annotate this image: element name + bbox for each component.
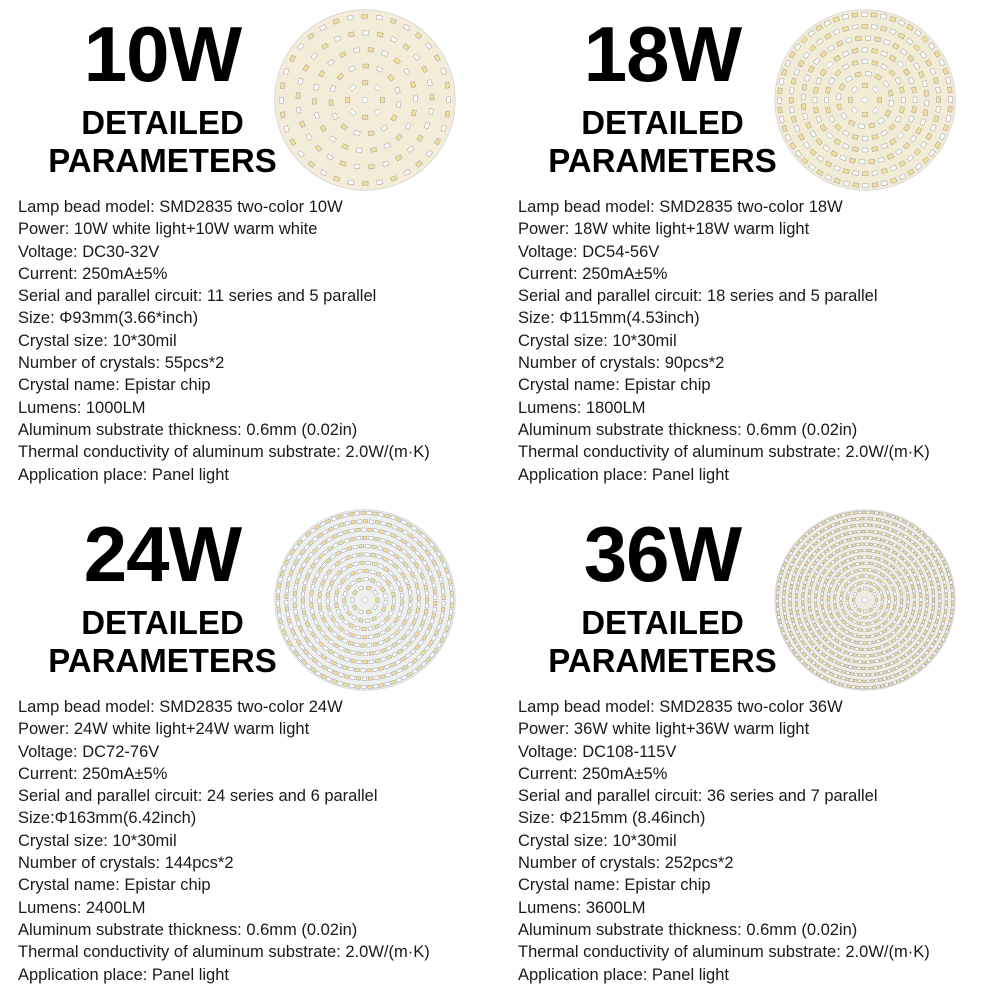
detailed-parameters-heading (544, 604, 781, 680)
wattage-title: 18W (583, 10, 742, 98)
param-power: Power: 36W white light+36W warm light (518, 720, 810, 739)
param-crystal-count: Number of crystals: 55pcs*2 (18, 354, 225, 373)
param-thermal-conductivity: Thermal conductivity of aluminum substrate: 2.0W/(m·K) (18, 943, 430, 962)
parameter-list (18, 696, 498, 986)
param-crystal-size: Crystal size: 10*30mil (18, 831, 177, 850)
param-circuit: Serial and parallel circuit: 36 series and 7 parallel (518, 787, 878, 806)
param-crystal-count: Number of crystals: 144pcs*2 (18, 854, 234, 873)
heading-line-detailed: DETAILED (81, 104, 244, 141)
param-circuit: Serial and parallel circuit: 24 series and 6 parallel (18, 787, 378, 806)
param-lamp-bead-model: Lamp bead model: SMD2835 two-color 18W (518, 198, 843, 216)
detailed-parameters-heading (44, 604, 281, 680)
wattage-title: 36W (583, 510, 742, 598)
spec-panel-18w (500, 0, 1000, 500)
param-voltage: Voltage: DC30-32V (18, 242, 160, 261)
param-size: Size: Φ115mm(4.53inch) (518, 309, 700, 328)
param-application-place: Application place: Panel light (18, 465, 229, 484)
spec-panel-10w (0, 0, 500, 500)
param-substrate-thickness: Aluminum substrate thickness: 0.6mm (0.02in) (518, 420, 858, 439)
parameter-list (518, 696, 998, 986)
param-substrate-thickness: Aluminum substrate thickness: 0.6mm (0.02in) (518, 920, 858, 939)
param-lumens: Lumens: 2400LM (18, 898, 146, 917)
heading-line-parameters: PARAMETERS (548, 142, 777, 179)
param-substrate-thickness: Aluminum substrate thickness: 0.6mm (0.02in) (18, 920, 358, 939)
param-size: Size: Φ215mm (8.46inch) (518, 809, 706, 828)
param-voltage: Voltage: DC54-56V (518, 242, 660, 261)
parameter-list (18, 196, 498, 486)
parameter-list (518, 196, 998, 486)
heading-line-parameters: PARAMETERS (48, 642, 277, 679)
param-current: Current: 250mA±5% (18, 764, 168, 783)
param-crystal-size: Crystal size: 10*30mil (518, 331, 677, 350)
param-current: Current: 250mA±5% (518, 264, 668, 283)
wattage-title: 10W (83, 10, 242, 98)
param-crystal-name: Crystal name: Epistar chip (18, 876, 211, 895)
param-lamp-bead-model: Lamp bead model: SMD2835 two-color 10W (18, 198, 343, 216)
param-crystal-count: Number of crystals: 252pcs*2 (518, 854, 734, 873)
heading-line-parameters: PARAMETERS (548, 642, 777, 679)
param-lamp-bead-model: Lamp bead model: SMD2835 two-color 36W (518, 698, 843, 716)
param-crystal-size: Crystal size: 10*30mil (18, 331, 177, 350)
param-substrate-thickness: Aluminum substrate thickness: 0.6mm (0.02in) (18, 420, 358, 439)
param-application-place: Application place: Panel light (518, 965, 729, 984)
detailed-parameters-heading (44, 104, 281, 180)
param-size: Size:Φ163mm(6.42inch) (18, 809, 197, 828)
param-crystal-size: Crystal size: 10*30mil (518, 831, 677, 850)
param-power: Power: 24W white light+24W warm light (18, 720, 310, 739)
param-power: Power: 10W white light+10W warm white (18, 220, 318, 239)
wattage-title: 24W (83, 510, 242, 598)
param-circuit: Serial and parallel circuit: 11 series and 5 parallel (18, 287, 377, 306)
param-current: Current: 250mA±5% (18, 264, 168, 283)
param-thermal-conductivity: Thermal conductivity of aluminum substrate: 2.0W/(m·K) (518, 943, 930, 962)
param-circuit: Serial and parallel circuit: 18 series and 5 parallel (518, 287, 878, 306)
detailed-parameters-heading (544, 104, 781, 180)
param-crystal-name: Crystal name: Epistar chip (18, 376, 211, 395)
param-power: Power: 18W white light+18W warm light (518, 220, 810, 239)
heading-line-detailed: DETAILED (581, 604, 744, 641)
param-lamp-bead-model: Lamp bead model: SMD2835 two-color 24W (18, 698, 343, 716)
heading-line-detailed: DETAILED (81, 604, 244, 641)
param-voltage: Voltage: DC108-115V (518, 742, 677, 761)
param-thermal-conductivity: Thermal conductivity of aluminum substrate: 2.0W/(m·K) (18, 443, 430, 462)
led-board-10w-icon (271, 6, 459, 194)
param-voltage: Voltage: DC72-76V (18, 742, 160, 761)
param-size: Size: Φ93mm(3.66*inch) (18, 309, 199, 328)
param-lumens: Lumens: 1800LM (518, 398, 646, 417)
param-lumens: Lumens: 1000LM (18, 398, 146, 417)
param-crystal-count: Number of crystals: 90pcs*2 (518, 354, 725, 373)
led-board-18w-icon (771, 6, 959, 194)
param-crystal-name: Crystal name: Epistar chip (518, 876, 711, 895)
param-crystal-name: Crystal name: Epistar chip (518, 376, 711, 395)
spec-panel-24w (0, 500, 500, 1000)
param-application-place: Application place: Panel light (18, 965, 229, 984)
heading-line-detailed: DETAILED (581, 104, 744, 141)
param-thermal-conductivity: Thermal conductivity of aluminum substrate: 2.0W/(m·K) (518, 443, 930, 462)
param-lumens: Lumens: 3600LM (518, 898, 646, 917)
led-board-36w-icon (771, 506, 959, 694)
param-application-place: Application place: Panel light (518, 465, 729, 484)
led-board-24w-icon (271, 506, 459, 694)
heading-line-parameters: PARAMETERS (48, 142, 277, 179)
param-current: Current: 250mA±5% (518, 764, 668, 783)
spec-panel-36w (500, 500, 1000, 1000)
